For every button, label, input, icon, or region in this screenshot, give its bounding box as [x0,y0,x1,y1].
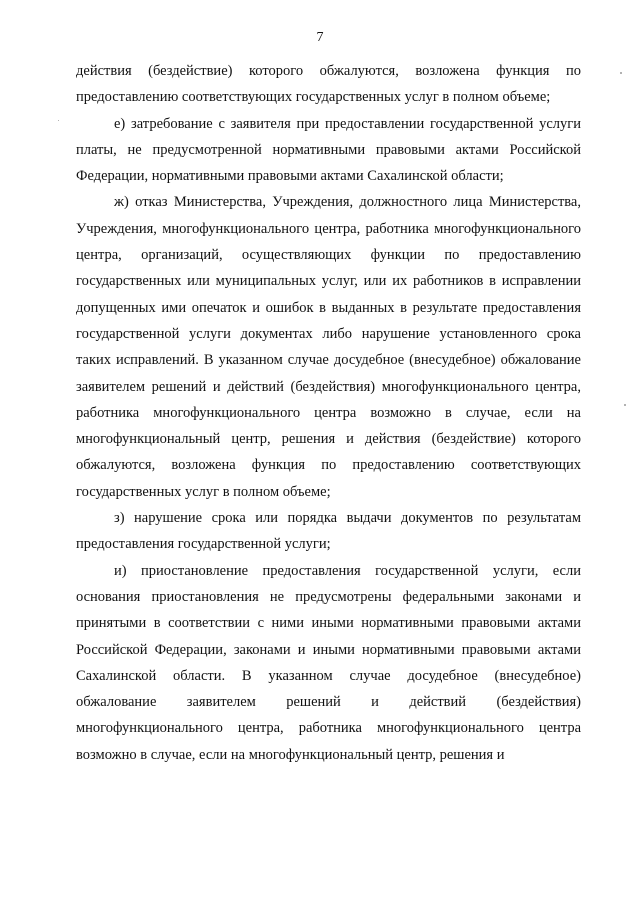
paragraph-item-e: е) затребование с заявителя при предоставлении государственной услуги платы, не предусмотренной нормативными правовыми актами Российской Федерации, нормативными правовыми актами Сахалинской области; [76,115,581,185]
page-number: 7 [316,30,324,45]
scan-speck [620,72,622,74]
paragraph-item-zh: ж) отказ Министерства, Учреждения, должностного лица Министерства, Учреждения, многофункционального центра, работника многофункционального центра, организаций, осуществляющих функции по предоставлению государственных или муниципальных услуг, или их работников в исправлении допущенных ими опечаток и ошибок в выданных в результате предоставления государственной услуги документах либо нарушение установленного срока таких исправлений. В указанном случае досудебное (внесудебное) обжалование заявителем решений и действий (бездействия) многофункционального центра, работника многофункционального центра возможно в случае, если на многофункциональный центр, решения и действия (бездействие) которого обжалуются, возложена функция по предоставлению соответствующих государственных услуг в полном объеме; [76,194,581,500]
paragraph-item-z: з) нарушение срока или порядка выдачи документов по результатам предоставления государственной услуги; [76,510,581,553]
scan-speck [624,404,626,406]
document-body [76,58,581,768]
scan-speck [58,120,59,121]
paragraph-continuation: действия (бездействие) которого обжалуются, возложена функция по предоставлению соответствующих государственных услуг в полном объеме; [76,63,581,106]
paragraph-item-i: и) приостановление предоставления государственной услуги, если основания приостановления не предусмотрены федеральными законами и принятыми в соответствии с ними иными нормативными правовыми актами Российской Федерации, законами и иными нормативными правовыми актами Сахалинской области. В указанном случае досудебное (внесудебное) обжалование заявителем решений и действий (бездействия) многофункционального центра, работника многофункционального центра возможно в случае, если на многофункциональный центр, решения и [76,562,581,763]
